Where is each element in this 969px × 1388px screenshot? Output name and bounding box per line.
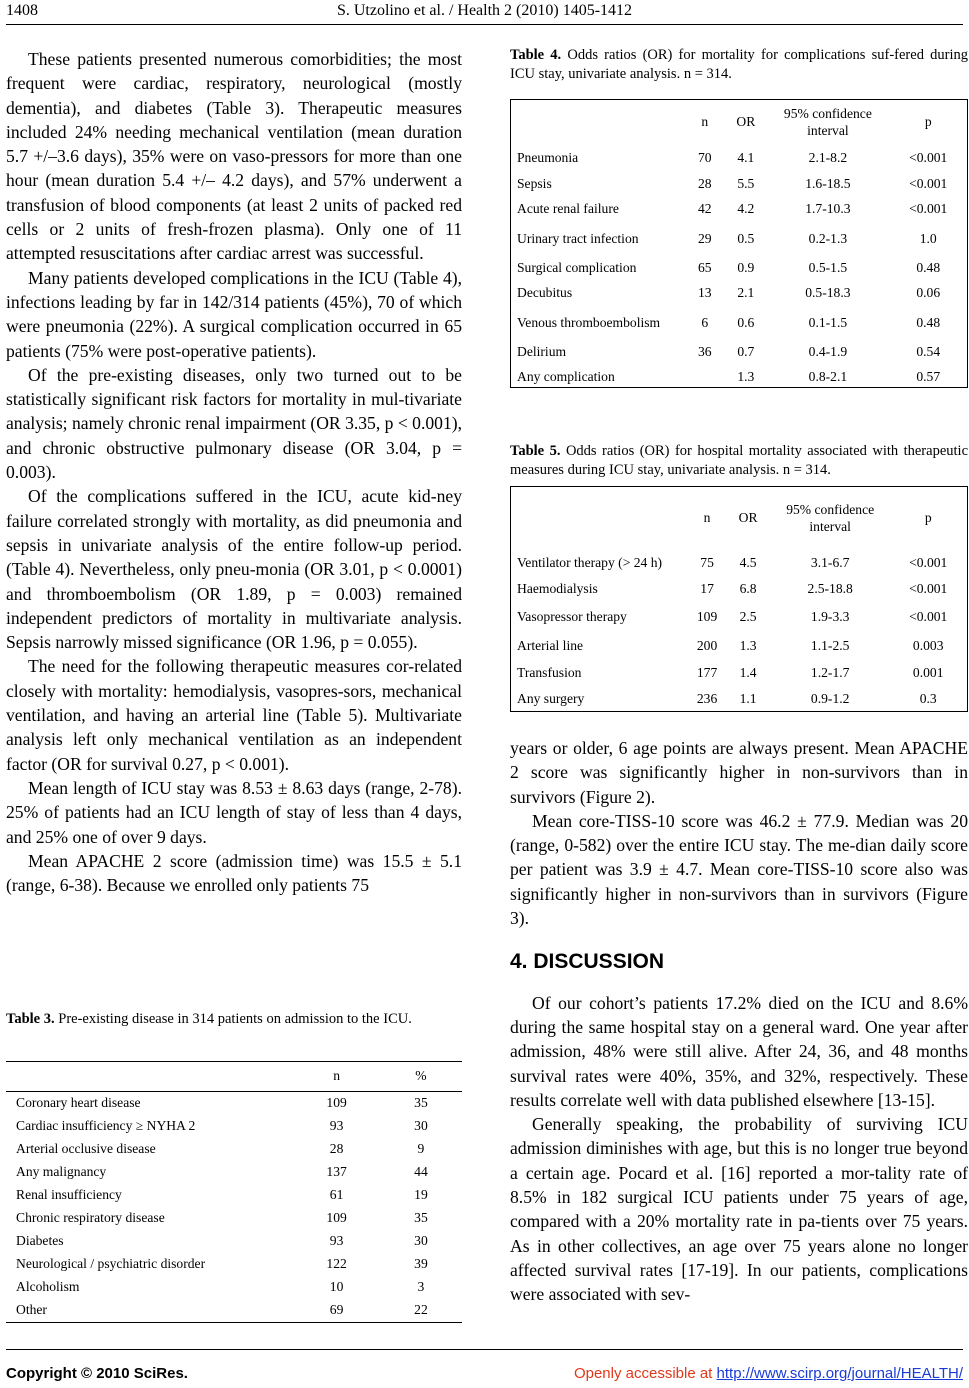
column-header: p: [924, 510, 932, 525]
table-row: [511, 576, 967, 601]
paragraph: Of the complications suffered in the ICU, acute kid-ney failure correlated strongly with mortality, as did pneumonia and sepsis in univariate analysis of the entire follow-up period. (Table 4). Nevertheless, only pneu-monia (OR 3.01, p < 0.0001) and thromboembolism (OR 1.89, p = 0.003) remained independent predictors of mortality in multivariate analysis. Sepsis narrowly missed significance (OR 1.96, p = 0.055).: [6, 486, 462, 653]
column-header: [511, 487, 689, 549]
table-row: [6, 1299, 462, 1322]
table-cell: 19: [414, 1186, 428, 1202]
table-row: [511, 306, 967, 339]
table-cell: 9: [417, 1140, 425, 1156]
table-cell: 1.7-10.3: [805, 200, 851, 216]
table-row: [511, 549, 967, 576]
table-cell: 30: [414, 1117, 428, 1133]
row-label: Any complication: [517, 368, 615, 384]
header-rule: [6, 24, 963, 25]
row-label: Vasopressor therapy: [517, 609, 627, 624]
left-column: [6, 47, 462, 897]
table-cell: 4.1: [737, 149, 755, 165]
right-column: [510, 736, 968, 1307]
table-row: [511, 196, 967, 221]
table-cell: 28: [329, 1140, 344, 1156]
table-cell: 236: [696, 690, 718, 706]
table-cell: 13: [698, 285, 712, 300]
row-label: Other: [16, 1302, 47, 1318]
table-cell: 4.5: [739, 554, 757, 570]
table-cell: 177: [696, 664, 718, 680]
table-cell: 61: [329, 1186, 344, 1202]
table-cell: 109: [326, 1094, 347, 1110]
table-cell: 1.2-1.7: [810, 664, 850, 680]
table5: [510, 486, 968, 712]
table-cell: 93: [329, 1117, 344, 1133]
row-label: Delirium: [517, 343, 567, 359]
paragraph: Of our cohort’s patients 17.2% died on the ICU and 8.6% during the same hospital stay on a general ward. One year after admission, 48% were still alive. After 24, 36, and 48 months survival rates were 40%, 35%, and 32%, respectively. These results correlate well with data published elsewhere [13-15].: [510, 992, 968, 1110]
row-label: Decubitus: [517, 285, 573, 300]
table-row: [6, 1160, 462, 1183]
table-row: [6, 1206, 462, 1229]
table-row: [511, 658, 967, 687]
row-label: Surgical complication: [517, 260, 637, 275]
table-cell: 0.9: [737, 260, 755, 275]
table-cell: 0.001: [912, 664, 944, 680]
table-cell: 0.3: [919, 690, 937, 706]
table-row: [511, 221, 967, 256]
table3-caption: [6, 1010, 462, 1029]
table-cell: 36: [698, 343, 712, 359]
page-header: [6, 2, 963, 22]
row-label: Coronary heart disease: [16, 1094, 141, 1110]
table-cell: 137: [326, 1163, 347, 1179]
row-label: Renal insufficiency: [16, 1186, 122, 1202]
table-row: [511, 280, 967, 306]
table-row: [6, 1230, 462, 1253]
table-cell: 0.06: [916, 285, 941, 300]
table4-caption: [510, 46, 968, 83]
table-cell: 0.003: [912, 637, 944, 653]
table-cell: 0.7: [737, 343, 755, 359]
row-label: Ventilator therapy (> 24 h): [517, 554, 663, 570]
table3: [6, 1061, 462, 1323]
column-header: n: [701, 114, 709, 129]
table-cell: 1.3: [739, 637, 757, 653]
table-cell: 39: [414, 1256, 428, 1272]
footer-rule: [6, 1349, 963, 1350]
table-cell: 93: [329, 1233, 344, 1249]
table-header-row: [511, 100, 967, 144]
paragraph: The need for the following therapeutic measures cor-related closely with mortality: hemodialysis, vasopres-sors, mechanical ventilation, and having an arterial line (Table 5). Multivariate analysis left only mechanical ventilation as an independent factor (OR for survival 0.27, p < 0.001).: [6, 656, 462, 774]
table-cell: 109: [326, 1210, 347, 1226]
table-cell: <0.001: [909, 554, 948, 570]
table-row: [511, 171, 967, 196]
paragraph: Mean length of ICU stay was 8.53 ± 8.63 days (range, 2-78). 25% of patients had an ICU length of stay of less than 4 days, and 25% one of over 9 days.: [6, 777, 462, 847]
table-row: [511, 144, 967, 171]
table-cell: 0.5: [737, 230, 755, 246]
paragraph: These patients presented numerous comorbidities; the most frequent were cardiac, respiratory, neurological (mostly dementia), and diabetes (Table 3). Therapeutic measures included 24% needing mechanical ventilation (mean duration 5.7 +/–3.6 days), 35% were on vaso-pressors for more than one hour (mean duration 5.4 +/– 4.2 days), and 57% underwent a transfusion of blood components (at least 2 units of packed red cells or 2 units of fresh-frozen plasma). Only one of 11 attempted resuscitations after cardiac arrest was successful.: [6, 49, 462, 264]
table-cell: <0.001: [909, 200, 948, 216]
table-row: [6, 1137, 462, 1160]
row-label: Cardiac insufficiency ≥ NYHA 2: [16, 1117, 196, 1133]
table-cell: 1.1-2.5: [810, 637, 850, 653]
table-cell: 0.6: [737, 314, 755, 330]
table-cell: 1.0: [919, 230, 937, 246]
table-cell: 0.1-1.5: [808, 314, 848, 330]
table5-caption: [510, 442, 968, 479]
paragraph: Mean APACHE 2 score (admission time) was 15.5 ± 5.1 (range, 6-38). Because we enrolled only patients 75: [6, 850, 462, 896]
table-row: [6, 1091, 462, 1114]
row-label: Transfusion: [517, 664, 582, 680]
table-cell: <0.001: [909, 580, 948, 596]
table3-grid: [6, 1062, 462, 1322]
table-cell: 1.3: [737, 368, 755, 384]
table-cell: 75: [700, 554, 714, 570]
journal-link[interactable]: http://www.scirp.org/journal/HEALTH/: [716, 1365, 963, 1382]
table-cell: 2.1: [737, 285, 755, 300]
row-label: Diabetes: [16, 1233, 64, 1249]
table-cell: 70: [698, 149, 712, 165]
row-label: Acute renal failure: [517, 200, 619, 216]
footer-access-text: Openly accessible at: [573, 1365, 717, 1382]
table-cell: 35: [414, 1210, 428, 1226]
table-cell: 17: [700, 580, 714, 596]
column-header: [511, 100, 684, 144]
table-cell: 0.8-2.1: [808, 368, 848, 384]
section-heading: 4. DISCUSSION: [510, 950, 665, 974]
table-cell: 2.5-18.8: [807, 580, 853, 596]
table-cell: 200: [696, 637, 718, 653]
column-header: [6, 1062, 293, 1091]
table5-label: Table 5.: [510, 443, 561, 459]
table-cell: 28: [698, 175, 712, 191]
table-cell: <0.001: [909, 175, 948, 191]
table-cell: 30: [414, 1233, 428, 1249]
table-cell: 0.5-18.3: [805, 285, 851, 300]
table-cell: 42: [698, 200, 712, 216]
column-header: p: [924, 114, 932, 129]
table-cell: 0.54: [916, 343, 941, 359]
table-cell: 1.6-18.5: [805, 175, 851, 191]
table-cell: 4.2: [737, 200, 755, 216]
table4-label: Table 4.: [510, 47, 562, 63]
table-cell: 69: [329, 1302, 344, 1318]
table-cell: 35: [414, 1094, 428, 1110]
row-label: Neurological / psychiatric disorder: [16, 1256, 206, 1272]
paragraph: Many patients developed complications in the ICU (Table 4), infections leading by far in 142/314 patients (45%), 70 of which were pneumonia (22%). A surgical complication occurred in 65 patients (75% were post-operative patients).: [6, 267, 462, 361]
table-cell: 1.1: [739, 690, 757, 706]
column-header: 95% confidence interval: [786, 502, 875, 534]
row-label: Haemodialysis: [517, 580, 598, 596]
footer-copyright: Copyright © 2010 SciRes.: [6, 1365, 188, 1382]
table4-grid: [511, 100, 967, 389]
running-head: S. Utzolino et al. / Health 2 (2010) 1405-1412: [336, 2, 633, 19]
column-header: OR: [736, 114, 756, 129]
table-cell: 65: [698, 260, 712, 275]
paragraph: Mean core-TISS-10 score was 46.2 ± 77.9. Median was 20 (range, 0-582) over the entire ICU stay. The me-dian daily score per patient was 3.9 ± 4.7. Mean core-TISS-10 score also was significantly higher in non-survivors than in survivors (Figure 3).: [510, 810, 968, 929]
table-cell: 0.48: [916, 260, 941, 275]
table5-caption-text: Odds ratios (OR) for hospital mortality associated with therapeutic measures during ICU stay, univariate analysis. n = 314.: [510, 443, 969, 478]
table-cell: <0.001: [909, 609, 948, 624]
table-cell: 2.1-8.2: [808, 149, 848, 165]
table-cell: 3: [417, 1279, 425, 1295]
row-label: Sepsis: [517, 175, 552, 191]
table-cell: 5.5: [737, 175, 755, 191]
table-row: [6, 1253, 462, 1276]
table-row: [511, 339, 967, 364]
table-cell: 10: [329, 1279, 344, 1295]
table-cell: 0.4-1.9: [808, 343, 848, 359]
table-row: [511, 633, 967, 658]
row-label: Chronic respiratory disease: [16, 1210, 165, 1226]
table-cell: 0.2-1.3: [808, 230, 848, 246]
table3-caption-text: Pre-existing disease in 314 patients on admission to the ICU.: [58, 1011, 412, 1027]
table-cell: 122: [326, 1256, 347, 1272]
table-row: [511, 601, 967, 633]
table-cell: 22: [414, 1302, 428, 1318]
column-header: n: [703, 510, 711, 525]
footer-access: [574, 1365, 963, 1382]
table-row: [511, 256, 967, 280]
table-cell: 6: [701, 314, 709, 330]
table4-caption-text: Odds ratios (OR) for mortality for complications suf-fered during ICU stay, univariate analysis. n = 314.: [510, 47, 968, 82]
table-row: [6, 1114, 462, 1137]
table-header-row: [6, 1062, 462, 1091]
column-header: OR: [738, 510, 758, 525]
row-label: Any malignancy: [16, 1163, 107, 1179]
page-number: 1408: [6, 2, 38, 19]
row-label: Venous thromboembolism: [517, 314, 661, 330]
table-row: [511, 364, 967, 389]
table-cell: 0.48: [916, 314, 941, 330]
row-label: Any surgery: [517, 690, 585, 706]
table-cell: 1.4: [739, 664, 757, 680]
table-cell: [684, 364, 725, 389]
table-cell: 29: [698, 230, 712, 246]
table-cell: 0.9-1.2: [810, 690, 850, 706]
table3-label: Table 3.: [6, 1011, 55, 1027]
table-cell: <0.001: [909, 149, 948, 165]
paragraph: Of the pre-existing diseases, only two turned out to be statistically significant risk factors for mortality in mul-tivariate analysis; namely chronic renal impairment (OR 3.35, p < 0.001), and chronic obstructive pulmonary disease (OR 3.04, p = 0.003).: [6, 364, 463, 483]
table-header-row: [511, 487, 967, 549]
table-cell: 109: [696, 609, 718, 624]
column-header: %: [415, 1068, 427, 1084]
paragraph: Generally speaking, the probability of surviving ICU admission diminishes with age, but this is no longer true beyond a certain age. Pocard et al. [16] reported a mor-tality rate of 8.5% in 182 surgical ICU patients under 75 years of age, compared with a 20% mortality rate in pa-tients over 75 years. As in other collectives, an age over 75 years alone no longer affected survival rates [17-19]. In our patients, complications were associated with sev-: [510, 1114, 968, 1305]
table-row: [6, 1183, 462, 1206]
table-cell: 2.5: [739, 609, 757, 624]
row-label: Arterial occlusive disease: [16, 1140, 156, 1156]
row-label: Alcoholism: [16, 1279, 80, 1295]
table-cell: 0.57: [916, 368, 941, 384]
row-label: Arterial line: [517, 637, 584, 653]
table-cell: 3.1-6.7: [810, 554, 850, 570]
table-cell: 0.5-1.5: [808, 260, 848, 275]
column-header: n: [333, 1068, 340, 1084]
table-row: [511, 687, 967, 710]
table-cell: 1.9-3.3: [810, 609, 850, 624]
table-cell: 44: [414, 1163, 428, 1179]
table-row: [6, 1276, 462, 1299]
row-label: Pneumonia: [517, 149, 579, 165]
row-label: Urinary tract infection: [517, 230, 639, 246]
table4: [510, 99, 968, 388]
column-header: 95% confidence interval: [783, 106, 872, 138]
table5-grid: [511, 487, 967, 710]
table-cell: 6.8: [739, 580, 757, 596]
paragraph: years or older, 6 age points are always present. Mean APACHE 2 score was significantly higher in non-survivors than in survivors (Figure 2).: [510, 738, 968, 807]
